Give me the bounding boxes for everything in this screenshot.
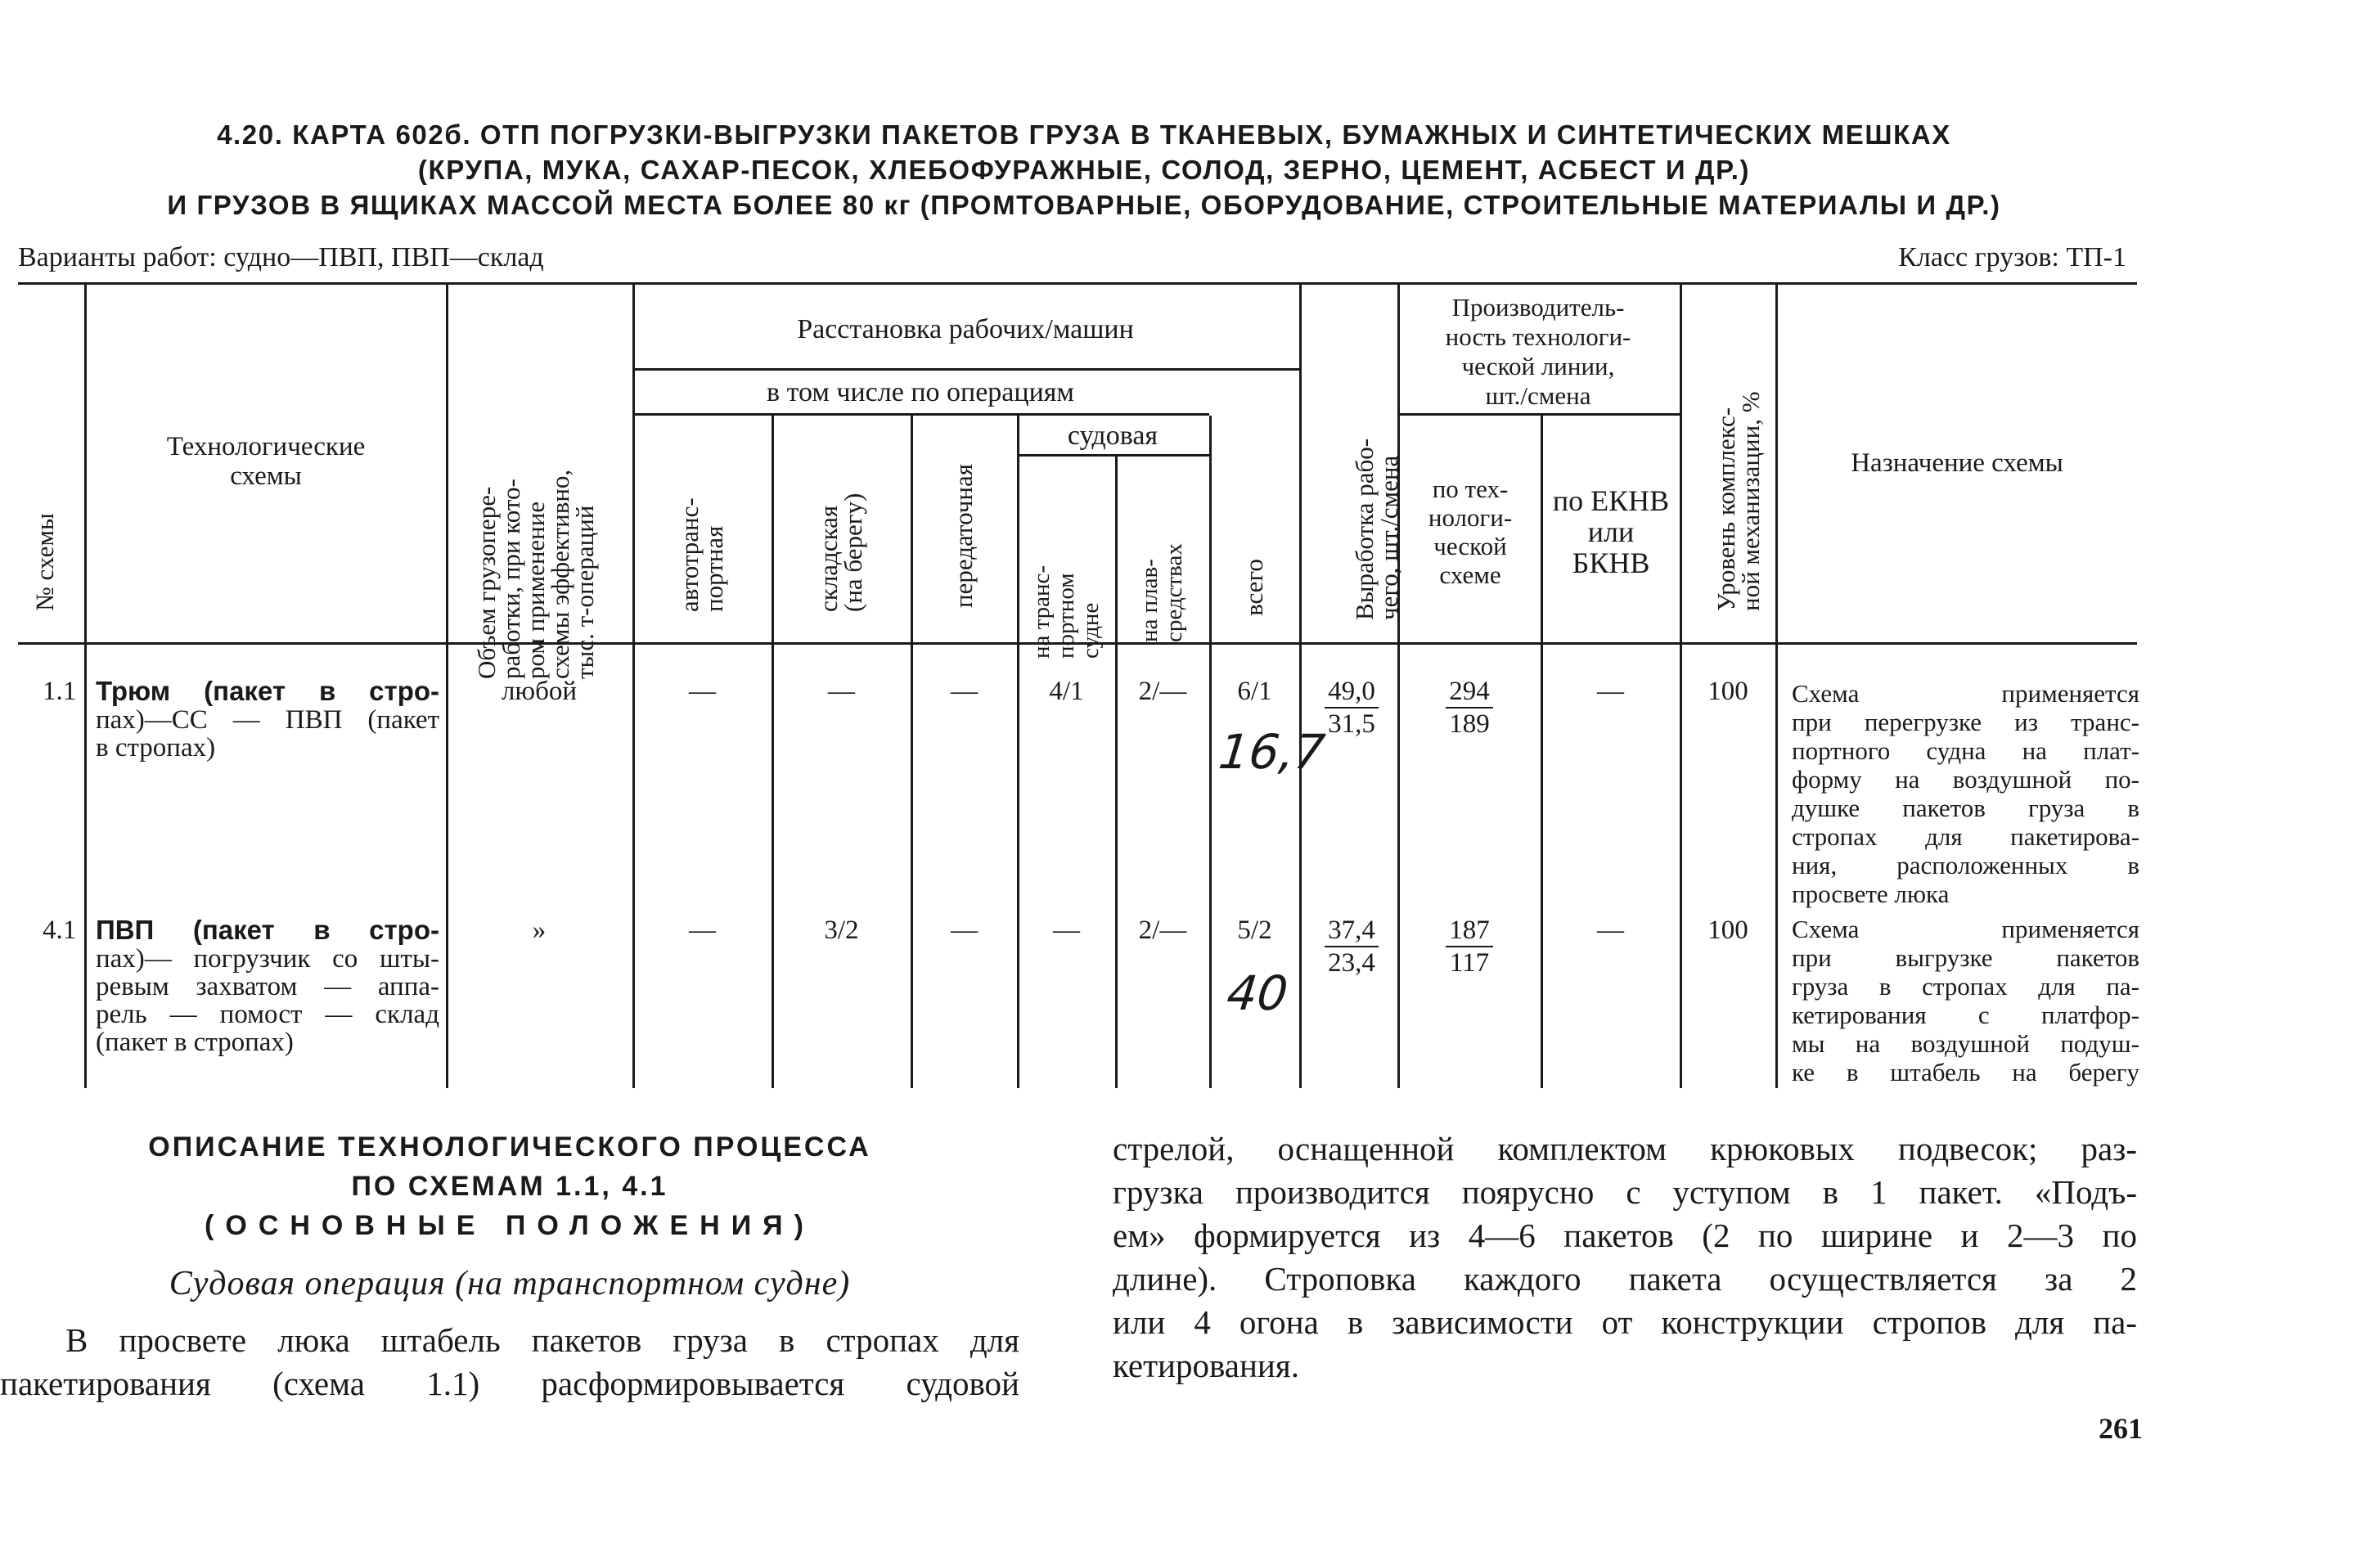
work-variants: Варианты работ: судно—ПВП, ПВП—склад (18, 242, 544, 272)
header-productivity: Производитель- ность технологи- ческой линии, шт./смена (1445, 293, 1631, 410)
row-1-volume: любой (501, 677, 578, 706)
col-divider (84, 282, 87, 1088)
row-1-productivity: $\frac{294}{189}$ (1401, 676, 1538, 740)
row-1-output: $\frac{49,0}{31,5}$ (1307, 676, 1396, 740)
row-1-auto: — (689, 677, 716, 706)
header-tech-scheme: Технологические схемы (166, 432, 366, 491)
table-top-rule (18, 282, 2137, 285)
header-auto: автотранс- портная (675, 497, 728, 612)
col-divider (1775, 282, 1778, 1088)
col-divider (911, 416, 913, 1088)
header-scheme-no: № схемы (30, 513, 59, 611)
row-1-scheme: Трюм (пакет в стро- пах)—СС — ПВП (пакет в стропах) (96, 676, 439, 763)
row-1-purpose: Схема применяется при перегрузке из транс- портного судна на плат- форму на воздушной по- душке пакетов груза в стропах для пакетирова- ния, расположенных в просвете люка (1792, 679, 2139, 908)
row-2-warehouse: 3/2 (824, 915, 859, 945)
row-2-no: 4.1 (43, 915, 77, 945)
row-2-purpose: Схема применяется при выгрузке пакетов груза в стропах для па- кетирования с платфор- мы на воздушной подуш- ке в штабель на берегу (1792, 915, 2139, 1086)
col-divider (772, 416, 774, 1088)
right-paragraph: стрелой, оснащенной комплектом крюковых подвесок; раз- грузка производится поярусно с уступом в 1 пакет. «Подъ- ем» формируется из 4—6 пакетов (2 по ширине и 2—3 по длине). Строповка каждого пакета осуществляется за 2 или 4 огона в зависимости от конструкции стропов для па- кетирования. (1113, 1130, 2137, 1384)
section-title: ОПИСАНИЕ ТЕХНОЛОГИЧЕСКОГО ПРОЦЕССА ПО СХЕМАМ 1.1, 4.1 (ОСНОВНЫЕ ПОЛОЖЕНИЯ) (148, 1131, 871, 1241)
row-2-transfer: — (951, 915, 978, 945)
cargo-class: Класс грузов: ТП-1 (1898, 242, 2126, 272)
row-1-transfer: — (951, 677, 978, 706)
header-transfer: передаточная (949, 464, 978, 608)
row-1-on-floating: 2/— (1138, 677, 1187, 706)
header-rule (632, 368, 1299, 371)
row-2-on-floating: 2/— (1138, 915, 1187, 945)
col-divider (1209, 416, 1212, 1088)
row-1-no: 1.1 (43, 677, 77, 706)
left-paragraph: В просвете люка штабель пакетов груза в стропах для пакетирования (схема 1.1) расформировывается судовой (0, 1321, 1019, 1402)
card-title (0, 117, 2168, 223)
header-placement: Расстановка рабочих/машин (797, 314, 1134, 344)
page-number: 261 (2099, 1412, 2143, 1445)
row-1-handwritten-note: 16,7 (1216, 724, 1328, 780)
header-on-floating: на плав- средствах (1136, 543, 1187, 642)
col-divider (1017, 416, 1019, 1088)
col-divider (1115, 454, 1118, 1088)
header-total: всего (1239, 559, 1268, 616)
header-warehouse: складская (на берегу) (814, 493, 867, 612)
header-rule (1397, 413, 1680, 416)
header-volume: Объем грузопере- работки, при кото- ром применение схемы эффективно, тыс. т-операций (472, 469, 599, 679)
title-line-2: (КРУПА, МУКА, САХАР-ПЕСОК, ХЛЕБОФУРАЖНЫЕ, СОЛОД, ЗЕРНО, ЦЕМЕНТ, АСБЕСТ И ДР.) (417, 155, 1751, 185)
header-mechanization: Уровень комплекс- ной механизации, % (1712, 391, 1765, 611)
row-2-output: $\frac{37,4}{23,4}$ (1307, 915, 1396, 978)
row-2-scheme: ПВП (пакет в стро- пах)— погрузчик со шты- ревым захватом — аппа- рель — помост — склад (пакет в стропах) (96, 915, 439, 1057)
header-purpose: Назначение схемы (1851, 448, 2063, 478)
row-2-mech: 100 (1707, 915, 1748, 945)
row-1-on-transport: 4/1 (1049, 677, 1084, 706)
title-line-3: И ГРУЗОВ В ЯЩИКАХ МАССОЙ МЕСТА БОЛЕЕ 80 кг (ПРОМТОВАРНЫЕ, ОБОРУДОВАНИЕ, СТРОИТЕЛЬНЫЕ МАТЕРИАЛЫ И ДР.) (167, 190, 2001, 220)
title-line-1: 4.20. КАРТА 602б. ОТП ПОГРУЗКИ-ВЫГРУЗКИ ПАКЕТОВ ГРУЗА В ТКАНЕВЫХ, БУМАЖНЫХ И СИНТЕТИЧЕСКИХ МЕШКАХ (217, 119, 1951, 150)
header-by-ops: в том числе по операциям (767, 377, 1074, 407)
row-1-total: 6/1 (1237, 677, 1272, 706)
header-on-transport: на транс- портном судне (1028, 565, 1104, 659)
header-by-scheme: по тех- нологи- ческой схеме (1428, 475, 1513, 589)
row-2-volume: » (532, 915, 547, 945)
row-2-auto: — (689, 915, 716, 945)
row-2-total: 5/2 (1237, 915, 1272, 945)
section-subtitle: Судовая операция (на транспортном судне) (169, 1265, 851, 1302)
header-rule (1017, 454, 1209, 457)
row-2-on-transport: — (1053, 915, 1080, 945)
header-rule (632, 413, 1209, 416)
header-output: Выработка рабо- чего, шт./смена (1350, 438, 1403, 620)
row-2-handwritten-note: 40 (1224, 965, 1291, 1021)
header-ship: судовая (1067, 421, 1159, 451)
row-1-ekhv: — (1597, 677, 1624, 706)
row-1-warehouse: — (828, 677, 855, 706)
row-2-ekhv: — (1597, 915, 1624, 945)
col-divider (1299, 282, 1302, 1088)
row-1-mech: 100 (1707, 677, 1748, 706)
row-2-productivity: $\frac{187}{117}$ (1401, 915, 1538, 978)
header-by-ekhv: по ЕКНВ или БКНВ (1552, 484, 1670, 579)
